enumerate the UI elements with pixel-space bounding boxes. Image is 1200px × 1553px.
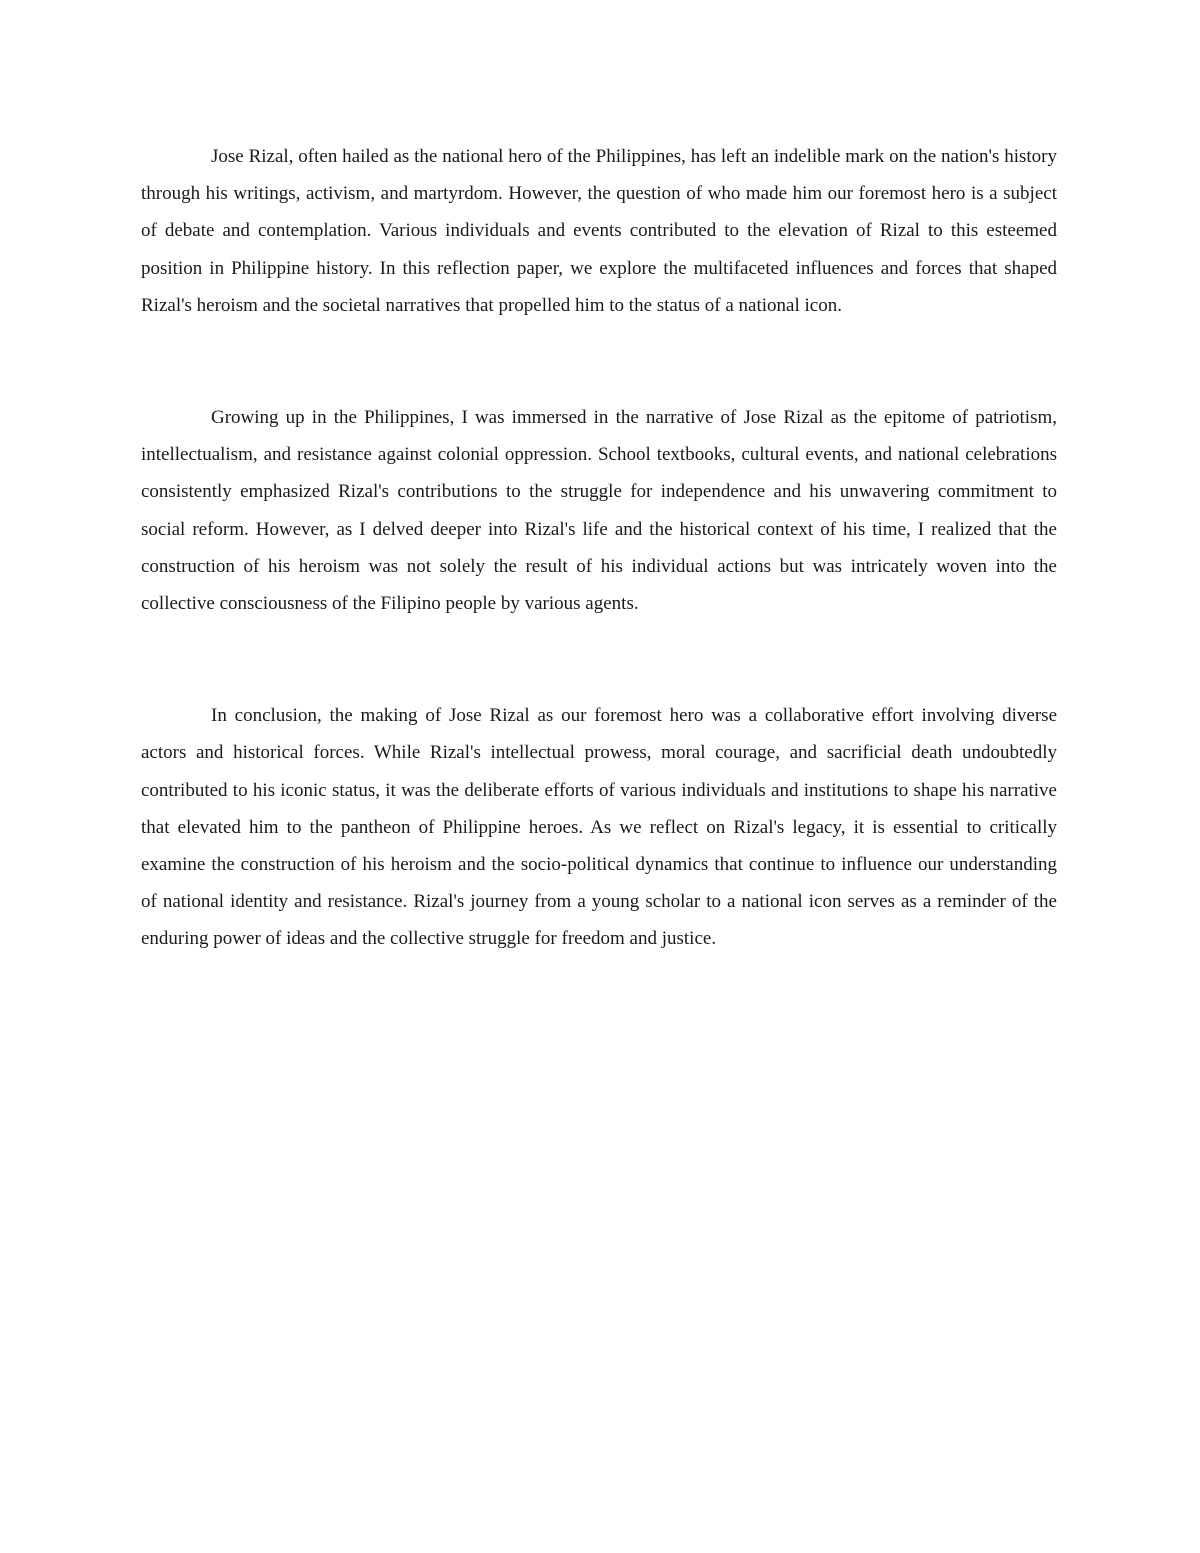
paragraph-introduction: Jose Rizal, often hailed as the national hero of the Philippines, has left an indelible mark on the nation's history through his writings, activism, and martyrdom. However, the question of who made him our foremost hero is a subject of debate and contemplation. Various individuals and events contributed to the elevation of Rizal to this esteemed position in Philippine history. In this reflection paper, we explore the multifaceted influences and forces that shaped Rizal's heroism and the societal narratives that propelled him to the status of a national icon.	[141, 146, 1057, 316]
paragraph-reflection: Growing up in the Philippines, I was immersed in the narrative of Jose Rizal as the epitome of patriotism, intellectualism, and resistance against colonial oppression. School textbooks, cultural events, and national celebrations consistently emphasized Rizal's contributions to the struggle for independence and his unwavering commitment to social reform. However, as I delved deeper into Rizal's life and the historical context of his time, I realized that the construction of his heroism was not solely the result of his individual actions but was intricately woven into the collective consciousness of the Filipino people by various agents.	[141, 407, 1057, 615]
paragraph-conclusion: In conclusion, the making of Jose Rizal as our foremost hero was a collaborative effort involving diverse actors and historical forces. While Rizal's intellectual prowess, moral courage, and sacrificial death undoubtedly contributed to his iconic status, it was the deliberate efforts of various individuals and institutions to shape his narrative that elevated him to the pantheon of Philippine heroes. As we reflect on Rizal's legacy, it is essential to critically examine the construction of his heroism and the socio-political dynamics that continue to influence our understanding of national identity and resistance. Rizal's journey from a young scholar to a national icon serves as a reminder of the enduring power of ideas and the collective struggle for freedom and justice.	[141, 705, 1057, 950]
document-body	[141, 138, 1057, 958]
